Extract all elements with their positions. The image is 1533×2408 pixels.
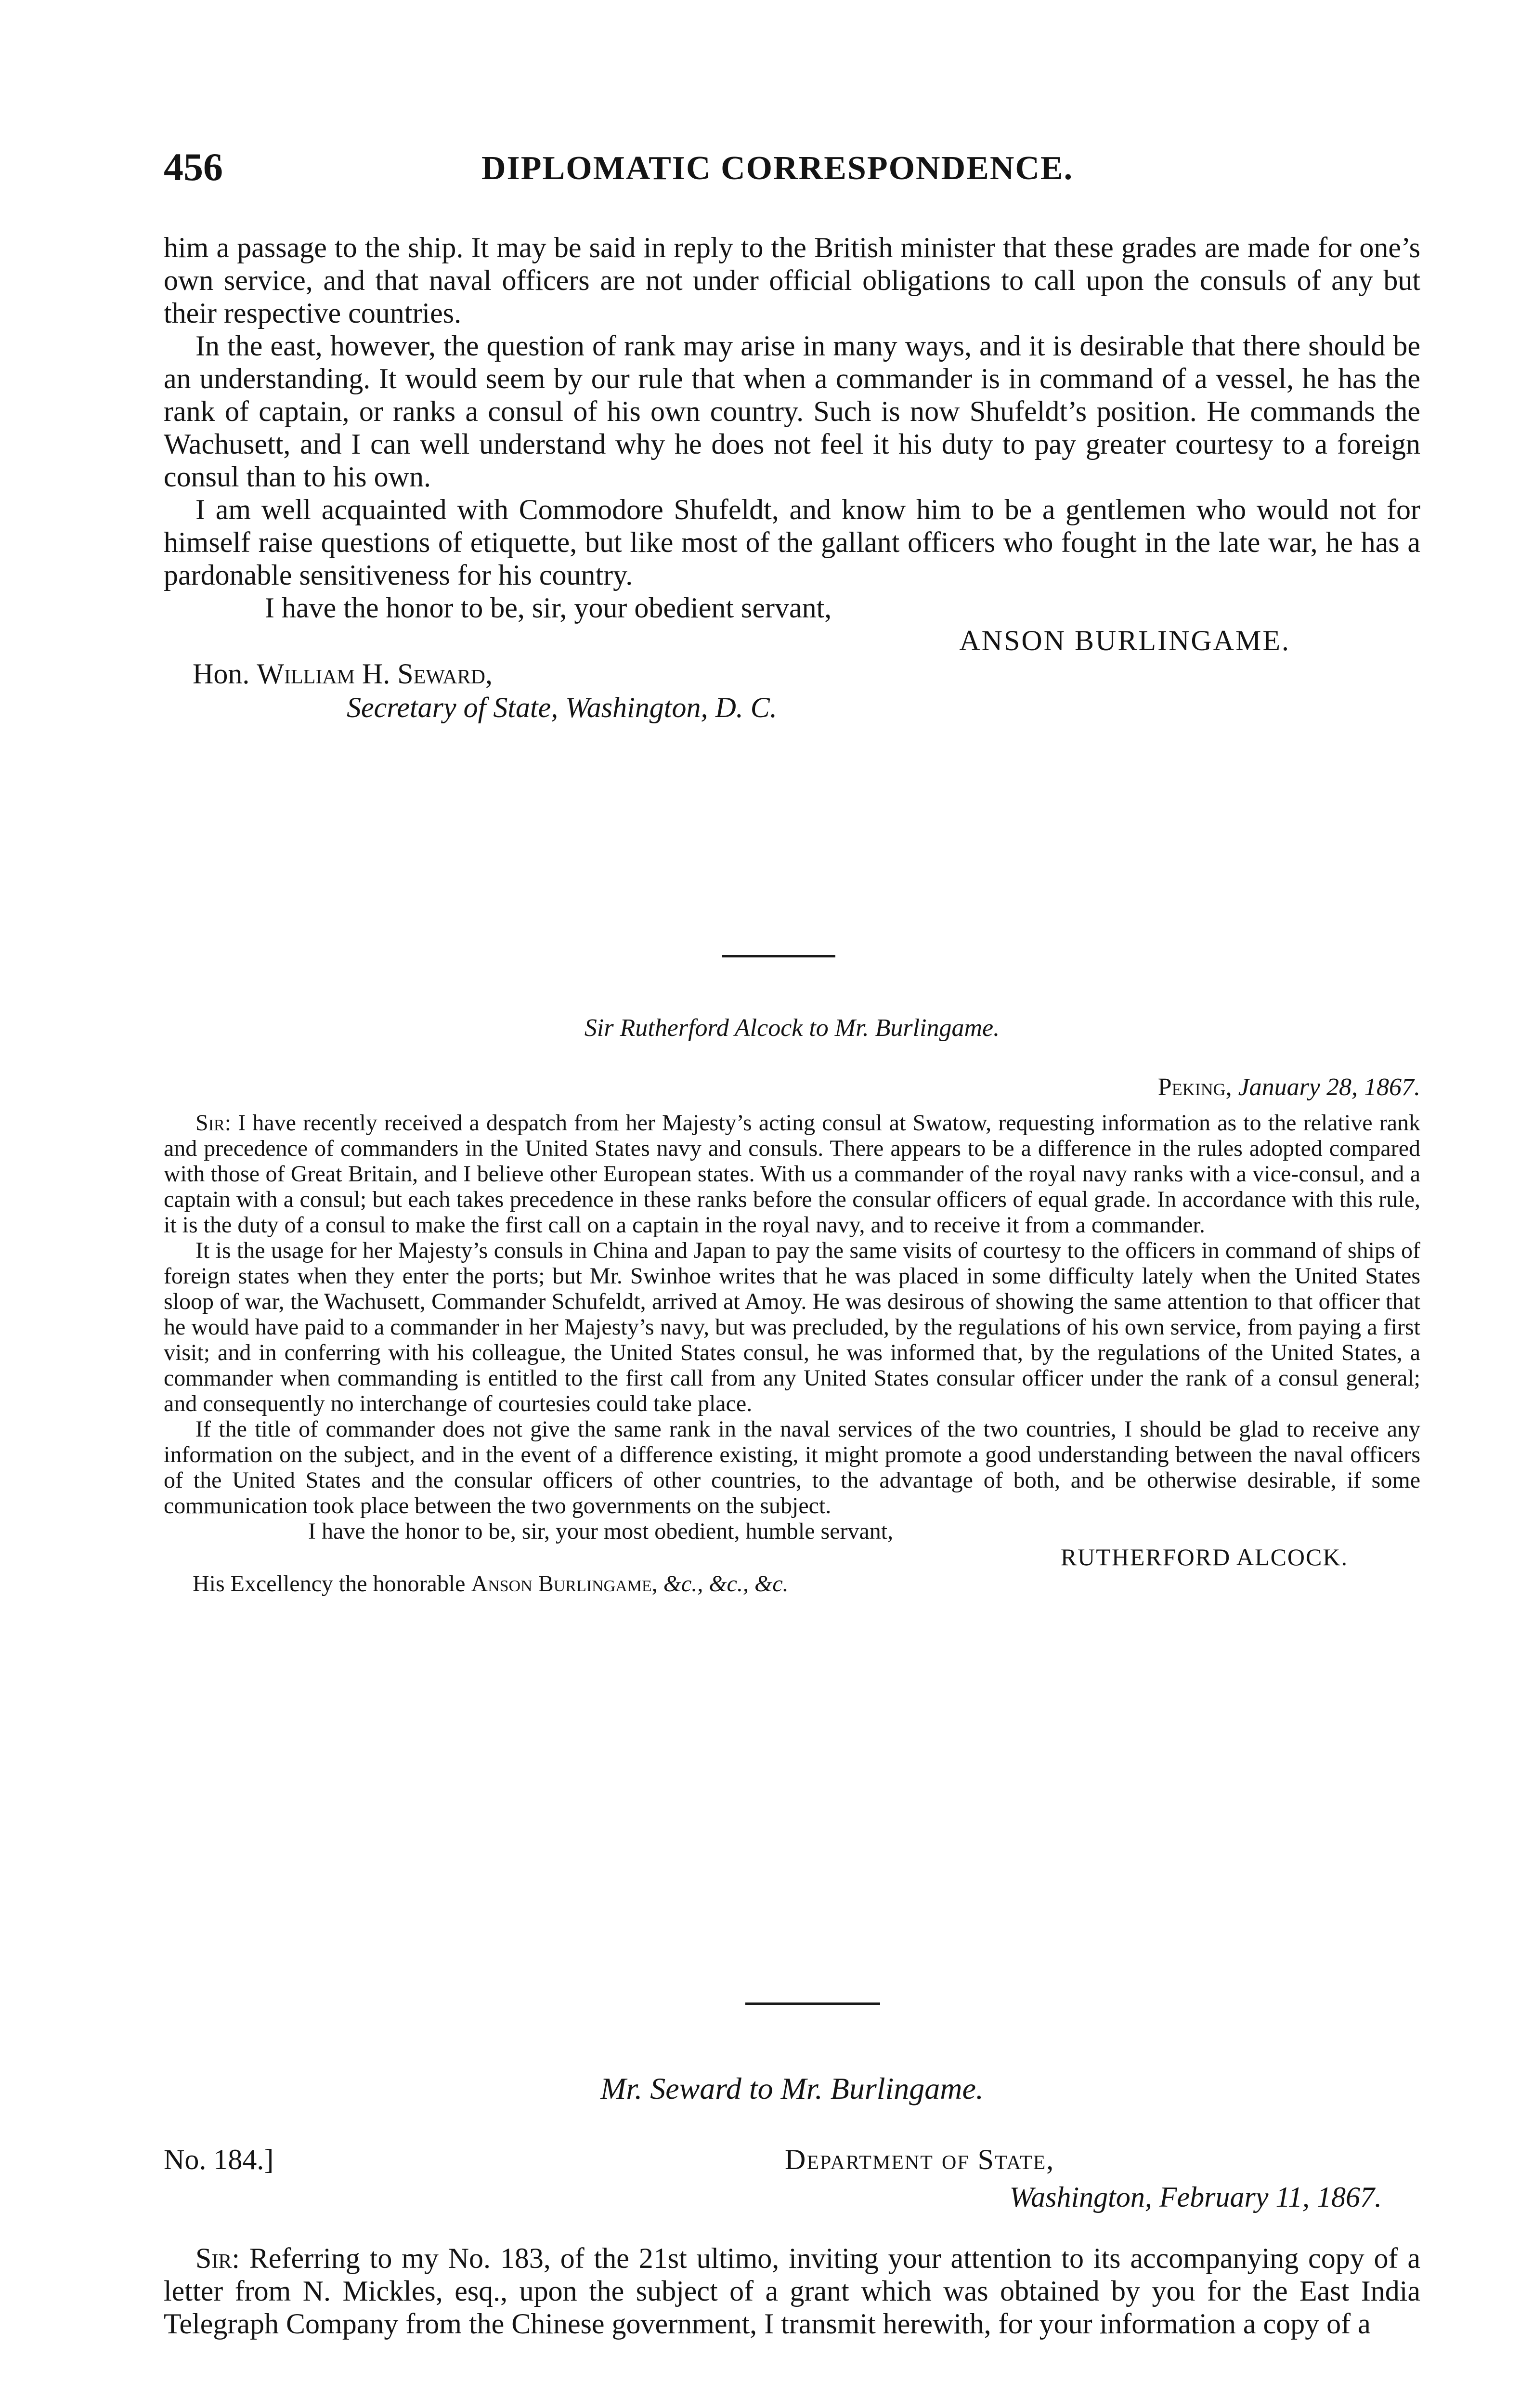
- letter-3-heading-block: [164, 2071, 1420, 2107]
- page-header: [164, 144, 1420, 197]
- closing: I have the honor to be, sir, your most obedient, humble servant,: [308, 1518, 894, 1544]
- paragraph: If the title of commander does not give the same rank in the naval services of the two countries, I should be glad to receive any information on the subject, and in the event of a difference existing, it might promote a good understanding between the naval officers of the United States and the consular officers of other countries, to the advantage of both, and be otherwise desirable, if some communication took place between the two governments on the subject.: [164, 1416, 1420, 1518]
- addressee-name: William H. Seward,: [257, 658, 493, 690]
- section-divider: [745, 2002, 880, 2005]
- letter-2-heading-block: [164, 1014, 1420, 1042]
- place-date: Washington, February 11, 1867.: [1009, 2181, 1382, 2213]
- paragraph: It is the usage for her Majesty’s consuls in China and Japan to pay the same visits of courtesy to the officers in command of ships of foreign states when they enter the ports; but Mr. Swinhoe writes that he was placed in some difficulty lately when the United States sloop of war, the Wachusett, Commander Schufeldt, arrived at Amoy. He was desirous of showing the same attention to that officer that he would have paid to a commander in her Majesty’s navy, but was precluded, by the regulations of his own service, from paying a first visit; and in conferring with his colleague, the United States consul, he was informed that, by the regulations of the United States, a commander when commanding is entitled to the first call from any United States consular officer under the rank of a consul general; and consequently no interchange of courtesies could take place.: [164, 1238, 1420, 1416]
- department-name: Department of State,: [785, 2144, 1055, 2175]
- letter-3-body: [164, 2242, 1420, 2340]
- running-title: DIPLOMATIC CORRESPONDENCE.: [481, 150, 1074, 187]
- paragraph: In the east, however, the question of rank may arise in many ways, and it is desirable that there should be an understanding. It would seem by our rule that when a commander is in command of a vessel, he has the rank of captain, or ranks a consul of his own country. Such is now Shufeldt’s position. He commands the Wachusett, and I can well understand why he does not feel it his duty to pay greater courtesy to a foreign consul than to his own.: [164, 330, 1420, 493]
- addressee: [164, 1570, 1420, 1597]
- paragraph: I am well acquainted with Commodore Shufeldt, and know him to be a gentlemen who would not for himself raise questions of etiquette, but like most of the gallant officers who fought in the late war, he has a pardonable sensitiveness for his country.: [164, 494, 1420, 591]
- letter-2-dateline: [164, 1073, 1420, 1101]
- salutation: Sir:: [195, 2242, 240, 2274]
- addressee-title: Secretary of State, Washington, D. C.: [347, 692, 777, 723]
- letter-1-body: [164, 231, 1420, 724]
- letter-2-body: [164, 1110, 1420, 1597]
- addressee: [164, 657, 1420, 691]
- paragraph: [164, 2242, 1420, 2340]
- addressee-honorific: Hon.: [193, 658, 250, 690]
- dateline-date: January 28, 1867.: [1238, 1073, 1420, 1101]
- letter-heading: Sir Rutherford Alcock to Mr. Burlingame.: [584, 1014, 1000, 1042]
- signature: RUTHERFORD ALCOCK.: [1060, 1544, 1348, 1570]
- addressee-name: Anson Burlingame,: [471, 1571, 658, 1597]
- page-number: 456: [164, 145, 223, 189]
- paragraph-text: I have recently received a despatch from her Majesty’s acting consul at Swatow, requesting information as to the relative rank and precedence of commanders in the United States navy and consuls. There appears to be a difference in the rules adopted compared with those of Great Britain, and I believe other European states. With us a commander of the royal navy ranks with a vice-consul, and a captain with a consul; but each takes precedence in these ranks before the consular officers of equal grade. In accordance with this rule, it is the duty of a consul to make the first call on a captain in the royal navy, and to receive it from a commander.: [164, 1110, 1421, 1238]
- paragraph: [164, 1110, 1420, 1238]
- despatch-number: No. 184.]: [164, 2144, 274, 2175]
- paragraph: him a passage to the ship. It may be said in reply to the British minister that these grades are made for one’s own service, and that naval officers are not under official obligations to call upon the consuls of any but their respective countries.: [164, 232, 1420, 329]
- letter-3-dept-row: [164, 2138, 1420, 2220]
- paragraph-text: Referring to my No. 183, of the 21st ultimo, inviting your attention to its accompanying copy of a letter from N. Mickles, esq., upon the subject of a grant which was obtained by you for the East India Telegraph Company from the Chinese government, I transmit herewith, for your information a copy of a: [164, 2242, 1421, 2340]
- salutation: Sir:: [195, 1110, 232, 1136]
- letter-heading: Mr. Seward to Mr. Burlingame.: [600, 2071, 984, 2106]
- addressee-prefix: His Excellency the honorable: [193, 1571, 466, 1597]
- dateline-place: Peking,: [1157, 1073, 1232, 1101]
- addressee-suffix: &c., &c., &c.: [663, 1571, 789, 1597]
- dateline: [164, 1073, 1420, 1101]
- closing: I have the honor to be, sir, your obedient servant,: [265, 592, 832, 624]
- signature: ANSON BURLINGAME.: [959, 625, 1290, 656]
- section-divider: [722, 955, 835, 957]
